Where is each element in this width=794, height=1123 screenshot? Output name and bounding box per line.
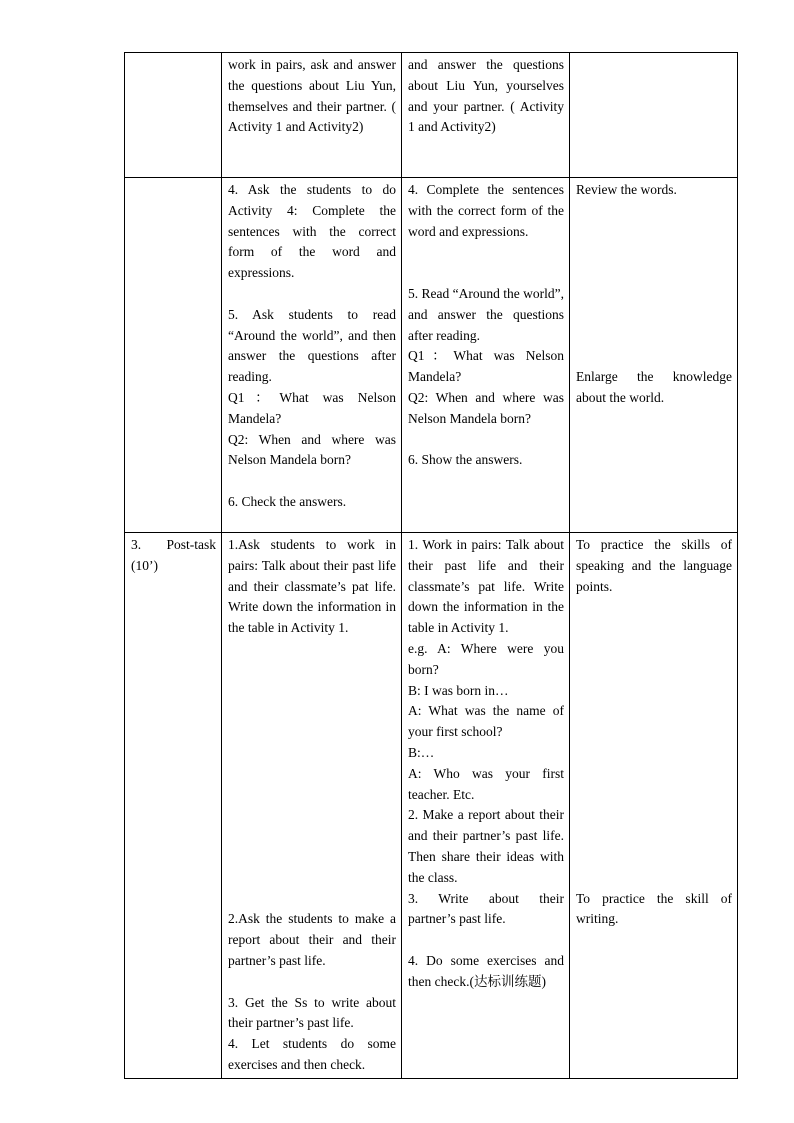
- teacher-activity-text: work in pairs, ask and answer the questions about Liu Yun, themselves and their partner. ( Activity 1 and Activity2): [228, 57, 396, 135]
- table-row: [125, 53, 738, 178]
- purpose-cell: [570, 178, 738, 533]
- lesson-plan-table: [124, 52, 738, 1079]
- student-activity-text: 1. Work in pairs: Talk about their past life and their classmate’s pat life. Write down the information in the table in Activity 1. e.g. A: Where were you born? B: I was born in… A: What was the name of your first school? B:… A: Who was your first teacher. Etc.: [408, 537, 564, 802]
- student-activity-text: 2. Make a report about their and their partner’s past life. Then share their ideas with the class.: [408, 807, 564, 885]
- student-activity-cell: [402, 178, 570, 533]
- teacher-activity-text: 4. Let students do some exercises and then check.: [228, 1036, 396, 1072]
- stage-label: 3. Post-task (10’): [131, 537, 216, 573]
- teacher-activity-text: 3. Get the Ss to write about their partner’s past life.: [228, 994, 396, 1031]
- student-activity-cell: [402, 533, 570, 1079]
- teacher-activity-text: 2.Ask the students to make a report about their and their partner’s past life.: [228, 911, 396, 968]
- purpose-text: To practice the skill of writing.: [576, 890, 732, 927]
- teacher-activity-text: 6. Check the answers.: [228, 493, 347, 509]
- teacher-activity-text: 5. Ask students to read “Around the world”, and then answer the questions after reading. Q1：What was Nelson Mandela? Q2: When and where was Nelson Mandela born?: [228, 306, 396, 468]
- purpose-text: To practice the skills of speaking and the language points.: [576, 537, 732, 594]
- purpose-cell: [570, 533, 738, 1079]
- table-row: [125, 533, 738, 1079]
- purpose-text: Review the words.: [576, 182, 677, 197]
- student-activity-text: 4. Complete the sentences with the correct form of the word and expressions.: [408, 182, 564, 239]
- student-activity-text: 3. Write about their partner’s past life.: [408, 890, 564, 927]
- purpose-cell: [570, 53, 738, 178]
- student-activity-cell: [402, 53, 570, 178]
- teacher-activity-cell: [222, 533, 402, 1079]
- stage-cell: [125, 533, 222, 1079]
- student-activity-text: and answer the questions about Liu Yun, yourselves and your partner. ( Activity 1 and Activity2): [408, 57, 564, 135]
- teacher-activity-text: 4. Ask the students to do Activity 4: Complete the sentences with the correct form of the word and expressions.: [228, 182, 396, 281]
- teacher-activity-text: 1.Ask students to work in pairs: Talk about their past life and their classmate’s pat life. Write down the information in the table in Activity 1.: [228, 537, 396, 636]
- stage-cell: [125, 53, 222, 178]
- student-activity-text: 4. Do some exercises and then check.(达标训练题): [408, 952, 564, 989]
- teacher-activity-cell: [222, 178, 402, 533]
- stage-cell: [125, 178, 222, 533]
- table-row: [125, 178, 738, 533]
- student-activity-text: 6. Show the answers.: [408, 452, 523, 468]
- purpose-text: Enlarge the knowledge about the world.: [576, 369, 732, 405]
- student-activity-text: 5. Read “Around the world”, and answer the questions after reading. Q1：What was Nelson Mandela? Q2: When and where was Nelson Mandela born?: [408, 285, 564, 426]
- teacher-activity-cell: [222, 53, 402, 178]
